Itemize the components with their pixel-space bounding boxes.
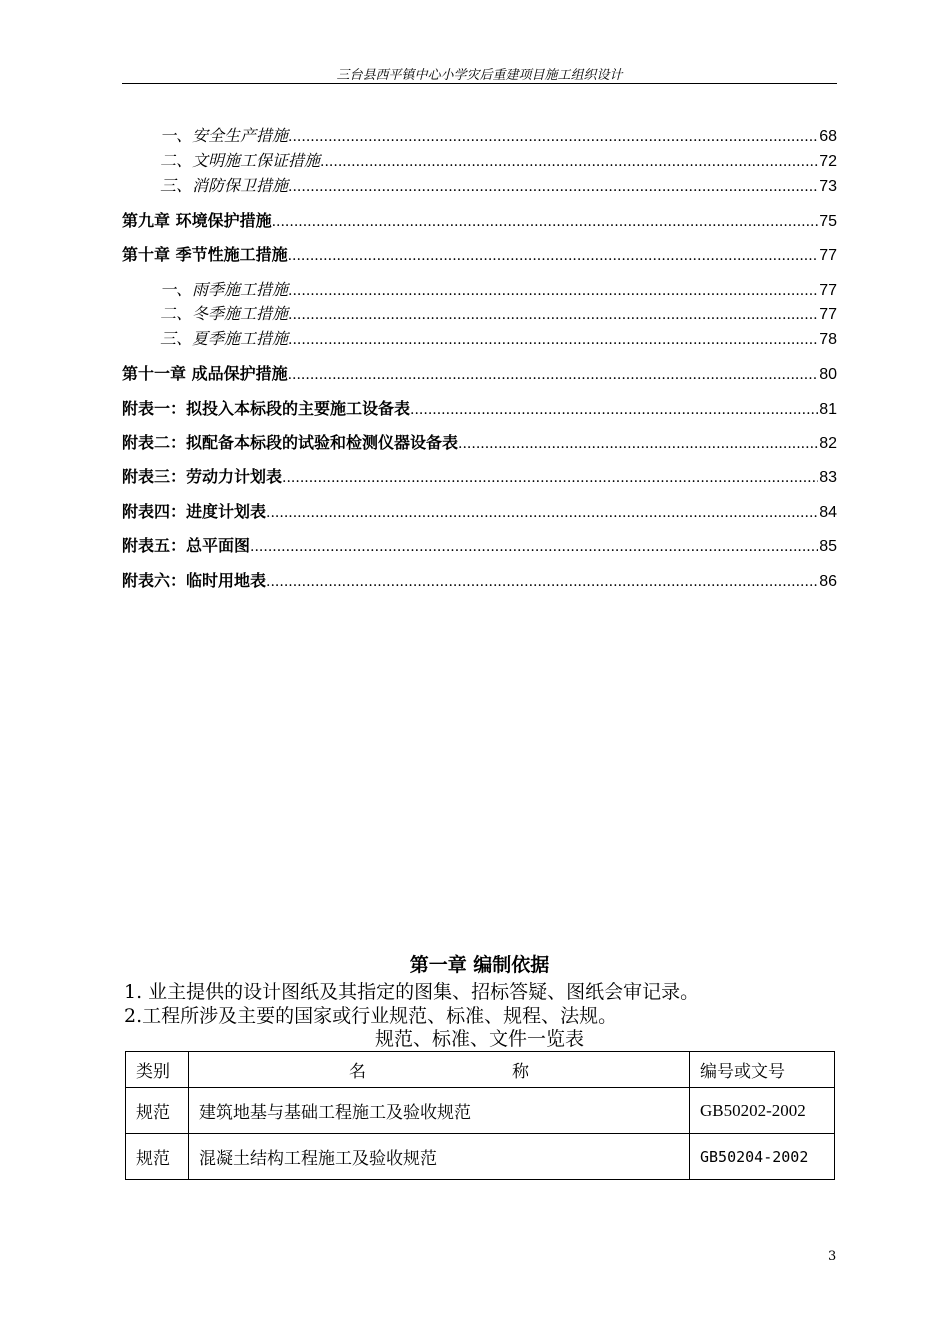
toc-page-number: 75 [819,213,837,230]
toc-leader-dots [288,125,818,148]
toc-page-number: 84 [819,504,837,521]
cell-name: 建筑地基与基础工程施工及验收规范 [189,1088,690,1134]
toc-entry[interactable] [122,569,837,593]
toc-entry[interactable] [122,465,837,489]
toc-entry[interactable] [122,431,837,455]
toc-entry[interactable] [122,209,837,233]
toc-leader-dots [288,175,818,198]
toc-page-number: 72 [819,153,837,170]
toc-leader-dots [288,244,819,267]
toc-entry-title: 附表三：劳动力计划表 [122,467,283,486]
toc-entry[interactable] [160,149,837,173]
table-row [126,1088,835,1134]
toc-entry[interactable] [122,362,837,386]
toc-page-number: 77 [819,306,837,323]
toc-leader-dots [288,328,818,351]
cell-code: GB50202-2002 [690,1088,835,1134]
standards-table [125,1051,835,1180]
paragraph-basis-1: 1. 业主提供的设计图纸及其指定的图集、招标答疑、图纸会审记录。 [124,981,700,1003]
toc-entry-title: 附表五：总平面图 [122,536,251,555]
table-row [126,1134,835,1180]
header-name-right: 称 [512,1062,529,1082]
toc-entry[interactable] [122,500,837,524]
toc-leader-dots [288,363,819,386]
toc-entry-title: 三、消防保卫措施 [160,176,289,195]
toc-leader-dots [458,432,818,455]
toc-entry[interactable] [160,174,837,198]
paragraph-basis-2: 2.工程所涉及主要的国家或行业规范、标准、规程、法规。 [124,1005,618,1027]
toc-leader-dots [288,303,818,326]
chapter-title: 第一章 编制依据 [409,954,550,976]
header-name [189,1052,690,1088]
toc-entry-title: 附表四：进度计划表 [122,502,267,521]
toc-entry[interactable] [122,243,837,267]
cell-category: 规范 [126,1088,189,1134]
toc-entry[interactable] [122,397,837,421]
toc-page-number: 83 [819,469,837,486]
toc-leader-dots [266,501,818,524]
toc-entry[interactable] [122,534,837,558]
toc-entry-title: 第九章 环境保护措施 [122,211,272,230]
toc-leader-dots [320,150,818,173]
toc-leader-dots [288,279,818,302]
toc-leader-dots [272,210,819,233]
toc-entry-title: 附表一：拟投入本标段的主要施工设备表 [122,399,411,418]
cell-category: 规范 [126,1134,189,1180]
cell-code: GB50204-2002 [690,1134,835,1180]
toc-entry[interactable] [160,124,837,148]
table-caption: 规范、标准、文件一览表 [374,1028,584,1050]
toc-entry-title: 一、安全生产措施 [160,126,289,145]
toc-page-number: 85 [819,538,837,555]
toc-entry[interactable] [160,327,837,351]
toc-entry-title: 三、夏季施工措施 [160,329,289,348]
running-header: 三台县西平镇中心小学灾后重建项目施工组织设计 [336,68,623,83]
header-category: 类别 [126,1052,189,1088]
toc-entry-title: 一、雨季施工措施 [160,280,289,299]
header-name-left: 名 [349,1062,366,1082]
toc-entry-title: 二、冬季施工措施 [160,304,289,323]
header-divider [122,83,837,84]
toc-leader-dots [250,535,818,558]
toc-entry-title: 附表六：临时用地表 [122,571,267,590]
table-header-row [126,1052,835,1088]
toc-page-number: 77 [819,247,837,264]
toc-page-number: 82 [819,435,837,452]
page-number: 3 [828,1249,837,1264]
toc-entry[interactable] [160,278,837,302]
toc-page-number: 80 [819,366,837,383]
toc-page-number: 86 [819,573,837,590]
toc-page-number: 77 [819,282,837,299]
toc-entry[interactable] [160,302,837,326]
toc-page-number: 78 [819,331,837,348]
toc-entry-title: 第十章 季节性施工措施 [122,245,288,264]
toc-page-number: 73 [819,178,837,195]
header-code: 编号或文号 [690,1052,835,1088]
toc-leader-dots [410,398,818,421]
toc-leader-dots [266,570,818,593]
toc-entry-title: 二、文明施工保证措施 [160,151,321,170]
toc-page-number: 68 [819,128,837,145]
toc-page-number: 81 [819,401,837,418]
toc-entry-title: 附表二：拟配备本标段的试验和检测仪器设备表 [122,433,459,452]
toc-leader-dots [282,466,818,489]
toc-entry-title: 第十一章 成品保护措施 [122,364,288,383]
cell-name: 混凝土结构工程施工及验收规范 [189,1134,690,1180]
